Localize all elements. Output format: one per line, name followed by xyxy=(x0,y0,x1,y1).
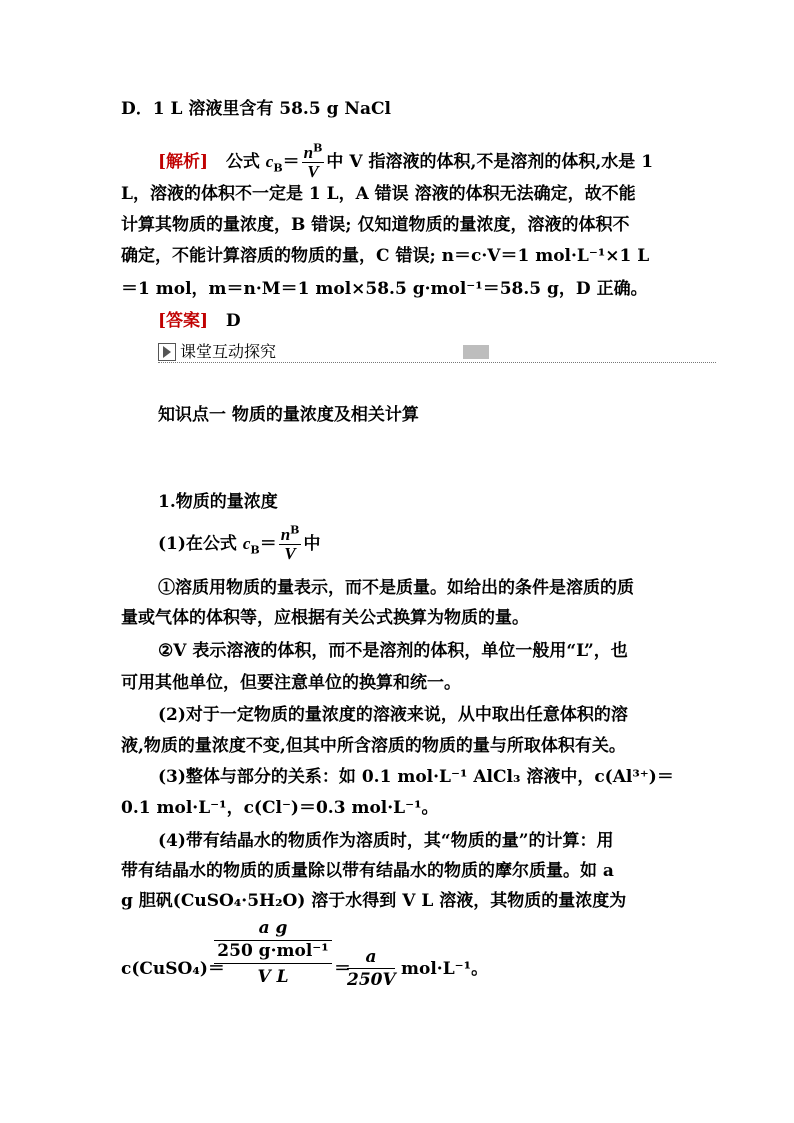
answer-value: D xyxy=(225,311,241,331)
cb-formula: $c_B=$ $\frac{n^B}{V}$ xyxy=(265,141,323,181)
arrow-icon xyxy=(158,343,176,361)
topic-p4-line-1: (4)带有结晶水的物质作为溶质时，其“物质的量”的计算：用 xyxy=(158,831,614,851)
outer-fraction xyxy=(214,918,332,990)
analysis-line-1 xyxy=(158,140,653,184)
answer-line xyxy=(158,310,241,332)
topic-p4-line-2: 带有结晶水的物质的质量除以带有结晶水的物质的摩尔质量。如 a xyxy=(121,861,614,881)
knowledge-title: 知识点一 物质的量浓度及相关计算 xyxy=(158,405,419,425)
topic-c1-line-2: 量或气体的体积等，应根据有关公式换算为物质的量。 xyxy=(121,608,529,628)
formula-intro: 公式 xyxy=(225,152,260,172)
topic-p4-line-3: g 胆矾(CuSO₄·5H₂O) 溶于水得到 V L 溶液，其物质的量浓度为 xyxy=(121,891,627,911)
simplified-den: 250V xyxy=(347,970,396,990)
option-d: D．1 L 溶液里含有 58.5 g NaCl xyxy=(121,99,391,119)
mass-term: a g xyxy=(258,918,288,938)
simplified-fraction xyxy=(347,946,395,991)
banner-shade xyxy=(463,345,489,359)
cuso4-concentration-formula xyxy=(121,918,541,998)
volume-term: V L xyxy=(257,967,289,987)
analysis-line-2: L，溶液的体积不一定是 1 L，A 错误 溶液的体积无法确定，故不能 xyxy=(121,184,636,204)
analysis-label: [解析] xyxy=(158,152,209,172)
molar-mass-term: 250 g·mol⁻¹ xyxy=(214,940,332,961)
topic-p3-line-1: (3)整体与部分的关系：如 0.1 mol·L⁻¹ AlCl₃ 溶液中，c(Al³⁺)＝ xyxy=(158,767,674,787)
formula-unit: mol·L⁻¹。 xyxy=(401,959,489,979)
topic-c2-line-1: ②V 表示溶液的体积，而不是溶剂的体积，单位一般用“L”，也 xyxy=(158,641,628,661)
analysis-line-5: ＝1 mol，m＝n·M＝1 mol×58.5 g·mol⁻¹＝58.5 g，D 正确。 xyxy=(121,279,648,299)
analysis-line-1-rest: 中 V 指溶液的体积,不是溶剂的体积,水是 1 xyxy=(326,152,654,172)
topic-p2-line-1: (2)对于一定物质的量浓度的溶液来说，从中取出任意体积的溶 xyxy=(158,705,628,725)
banner-rule xyxy=(158,362,716,363)
analysis-line-4: 确定，不能计算溶质的物质的量，C 错误; n＝c·V＝1 mol·L⁻¹×1 L xyxy=(121,246,650,266)
analysis-line-3: 计算其物质的量浓度，B 错误; 仅知道物质的量浓度，溶液的体积不 xyxy=(121,215,630,235)
topic-p2-line-2: 液,物质的量浓度不变,但其中所含溶质的物质的量与所取体积有关。 xyxy=(121,736,626,756)
formula-eq: ＝ xyxy=(334,959,351,979)
section-banner-title: 课堂互动探究 xyxy=(180,342,277,361)
answer-label: [答案] xyxy=(158,311,209,331)
section-banner xyxy=(158,341,716,363)
formula-lhs: c(CuSO₄)＝ xyxy=(121,959,225,979)
cb-formula-2: $c_B=$ $\frac{n^B}{V}$ xyxy=(242,523,300,563)
topic-c2-line-2: 可用其他单位，但要注意单位的换算和统一。 xyxy=(121,673,461,693)
topic-c1-line-1: ①溶质用物质的量表示，而不是质量。如给出的条件是溶质的质 xyxy=(158,578,634,598)
simplified-num: a xyxy=(347,946,395,969)
topic-p3-line-2: 0.1 mol·L⁻¹，c(Cl⁻)＝0.3 mol·L⁻¹。 xyxy=(121,798,439,818)
topic-heading: 1.物质的量浓度 xyxy=(158,492,278,512)
topic-p1: (1)在公式 $c_B=$ $\frac{n^B}{V}$ 中 xyxy=(158,523,321,563)
